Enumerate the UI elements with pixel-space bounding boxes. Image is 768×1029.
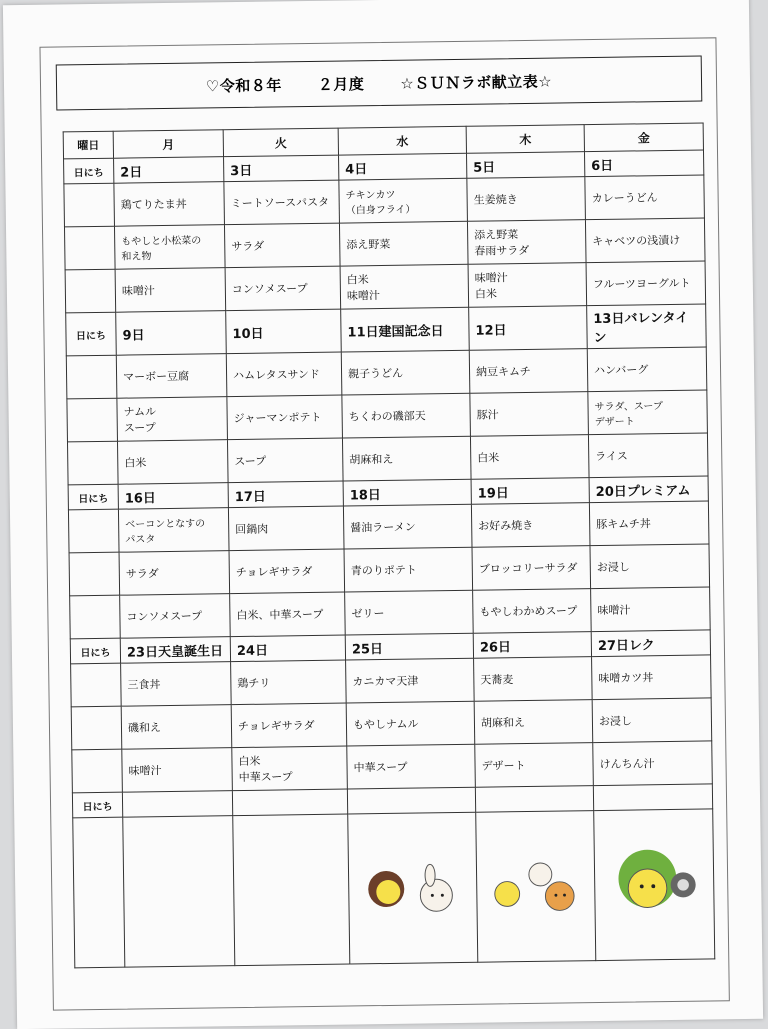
menu-item: ブロッコリーサラダ <box>472 546 591 591</box>
row-label-empty <box>71 706 122 750</box>
menu-item: カレーうどん <box>585 175 705 220</box>
menu-item: 味噌カツ丼 <box>592 655 712 700</box>
row-label-empty <box>72 749 123 793</box>
menu-item: 胡麻和え <box>342 436 471 481</box>
document-title <box>56 56 703 111</box>
header-fri: 金 <box>584 123 703 152</box>
menu-item: チキンカツ （白身フライ） <box>339 178 468 223</box>
menu-item: 親子うどん <box>341 350 470 395</box>
menu-item: 生姜焼き <box>467 177 586 222</box>
menu-table <box>63 122 716 968</box>
date-label: 日にち <box>66 312 117 356</box>
date-cell: 10日 <box>226 309 342 354</box>
date-cell: 2日 <box>114 157 224 184</box>
title-era: ♡令和８年 <box>205 75 282 95</box>
empty-cell <box>123 816 235 968</box>
menu-item: ジャーマンポテト <box>227 395 343 440</box>
row-label-empty <box>66 355 117 399</box>
menu-item: 磯和え <box>121 705 232 750</box>
menu-item: 白米 味噌汁 <box>340 264 469 309</box>
date-cell: 5日 <box>466 152 584 179</box>
row-label-empty <box>73 817 125 968</box>
menu-item: 鶏チリ <box>231 660 347 705</box>
menu-body <box>64 150 715 968</box>
date-label: 日にち <box>72 792 122 818</box>
menu-item: お好み焼き <box>471 503 590 548</box>
menu-item: サラダ <box>119 551 230 596</box>
menu-item: 青のりポテト <box>344 547 473 592</box>
date-cell-empty <box>593 784 712 811</box>
date-cell-empty <box>475 786 593 813</box>
menu-item: チョレギサラダ <box>229 549 345 594</box>
menu-item: コンソメスープ <box>120 594 231 639</box>
menu-item: ベーコンとなすの パスタ <box>118 508 229 553</box>
row-label-empty <box>65 269 116 313</box>
menu-item: 豚汁 <box>470 392 589 437</box>
menu-item: 添え野菜 <box>339 221 468 266</box>
mascot-cell <box>348 812 478 964</box>
date-cell-empty <box>232 789 347 816</box>
date-cell: 20日プレミアム <box>589 476 708 503</box>
menu-item: 納豆キムチ <box>469 349 588 394</box>
title-month: ２月度 <box>317 74 365 94</box>
row-label-empty <box>64 183 115 227</box>
mascot-row <box>73 809 715 968</box>
date-cell: 25日 <box>345 633 473 660</box>
menu-item: お浸し <box>590 544 710 589</box>
header-wed: 水 <box>338 126 466 155</box>
date-cell: 13日バレンタイン <box>587 304 707 349</box>
date-cell-empty <box>122 791 232 818</box>
date-label: 日にち <box>68 484 118 510</box>
menu-item: フルーツヨーグルト <box>586 261 706 306</box>
mascot-illustration <box>482 813 589 959</box>
menu-item: もやしと小松菜の 和え物 <box>114 225 225 270</box>
menu-item: 味噌汁 白米 <box>468 263 587 308</box>
mascot-cell <box>476 811 596 963</box>
menu-item: けんちん汁 <box>593 741 713 786</box>
menu-item: ライス <box>588 433 708 478</box>
menu-item: チョレギサラダ <box>231 703 347 748</box>
date-cell: 23日天皇誕生日 <box>120 637 230 664</box>
menu-item: 三食丼 <box>121 662 232 707</box>
menu-item: もやしナムル <box>346 701 475 746</box>
mascot-illustration <box>600 812 708 958</box>
date-cell: 18日 <box>343 479 471 506</box>
menu-item: ゼリー <box>345 590 474 635</box>
menu-item: 白米 中華スープ <box>232 746 348 791</box>
date-cell: 3日 <box>224 155 339 182</box>
date-label: 日にち <box>64 158 114 184</box>
menu-item: お浸し <box>592 698 712 743</box>
menu-item: マーボー豆腐 <box>116 354 227 399</box>
row-label-empty <box>67 398 118 442</box>
mascot-illustration <box>354 815 471 962</box>
row-label-empty <box>70 595 121 639</box>
menu-item: 味噌汁 <box>115 268 226 313</box>
menu-item: 鶏てりたま丼 <box>114 182 225 227</box>
date-cell: 16日 <box>118 483 228 510</box>
menu-item: 白米 <box>470 435 589 480</box>
menu-item: 胡麻和え <box>474 700 593 745</box>
menu-item: 白米 <box>117 440 228 485</box>
header-thu: 木 <box>466 125 584 154</box>
date-cell: 12日 <box>469 306 588 351</box>
paper-sheet <box>3 0 763 1029</box>
row-label-empty <box>67 441 118 485</box>
row-label-empty <box>68 509 119 553</box>
weekday-label: 曜日 <box>63 131 113 159</box>
menu-item: 回鍋肉 <box>228 506 344 551</box>
row-label-empty <box>69 552 120 596</box>
date-cell: 26日 <box>473 632 591 659</box>
menu-item: 醤油ラーメン <box>343 504 472 549</box>
menu-item: 天蕎麦 <box>474 657 593 702</box>
row-label-empty <box>71 663 122 707</box>
mascot-cell <box>594 809 715 961</box>
menu-item: ハムレタスサンド <box>226 352 342 397</box>
menu-item: 中華スープ <box>347 744 476 789</box>
menu-item: キャベツの浅漬け <box>585 218 705 263</box>
date-cell: 4日 <box>339 153 467 180</box>
date-cell: 19日 <box>471 478 589 505</box>
date-cell: 24日 <box>230 635 345 662</box>
empty-cell <box>233 814 350 966</box>
menu-item: 豚キムチ丼 <box>589 501 709 546</box>
menu-item: サラダ、スープ デザート <box>588 390 708 435</box>
date-cell: 11日建国記念日 <box>341 307 470 352</box>
menu-item: もやしわかめスープ <box>473 589 592 634</box>
menu-item: 味噌汁 <box>591 587 711 632</box>
header-tue: 火 <box>223 128 338 157</box>
date-label: 日にち <box>70 638 120 664</box>
date-cell: 17日 <box>228 481 343 508</box>
menu-item: ハンバーグ <box>587 347 707 392</box>
menu-item: ちくわの磯部天 <box>342 393 471 438</box>
menu-item: コンソメスープ <box>225 266 341 311</box>
row-label-empty <box>64 226 115 270</box>
menu-item: ミートソースパスタ <box>224 180 340 225</box>
menu-item: サラダ <box>224 223 340 268</box>
date-cell-empty <box>347 787 475 814</box>
menu-item: カニカマ天津 <box>346 658 475 703</box>
date-cell: 9日 <box>116 311 227 356</box>
title-name: ☆ＳＵＮラボ献立表☆ <box>400 72 553 93</box>
menu-item: スープ <box>227 438 343 483</box>
menu-item: 白米、中華スープ <box>230 592 346 637</box>
menu-item: 添え野菜 春雨サラダ <box>467 220 586 265</box>
menu-item: 味噌汁 <box>122 748 233 793</box>
menu-item: ナムル スープ <box>117 397 228 442</box>
date-cell: 27日レク <box>591 630 710 657</box>
header-mon: 月 <box>113 130 223 159</box>
date-cell: 6日 <box>584 150 703 177</box>
menu-item: デザート <box>475 743 594 788</box>
